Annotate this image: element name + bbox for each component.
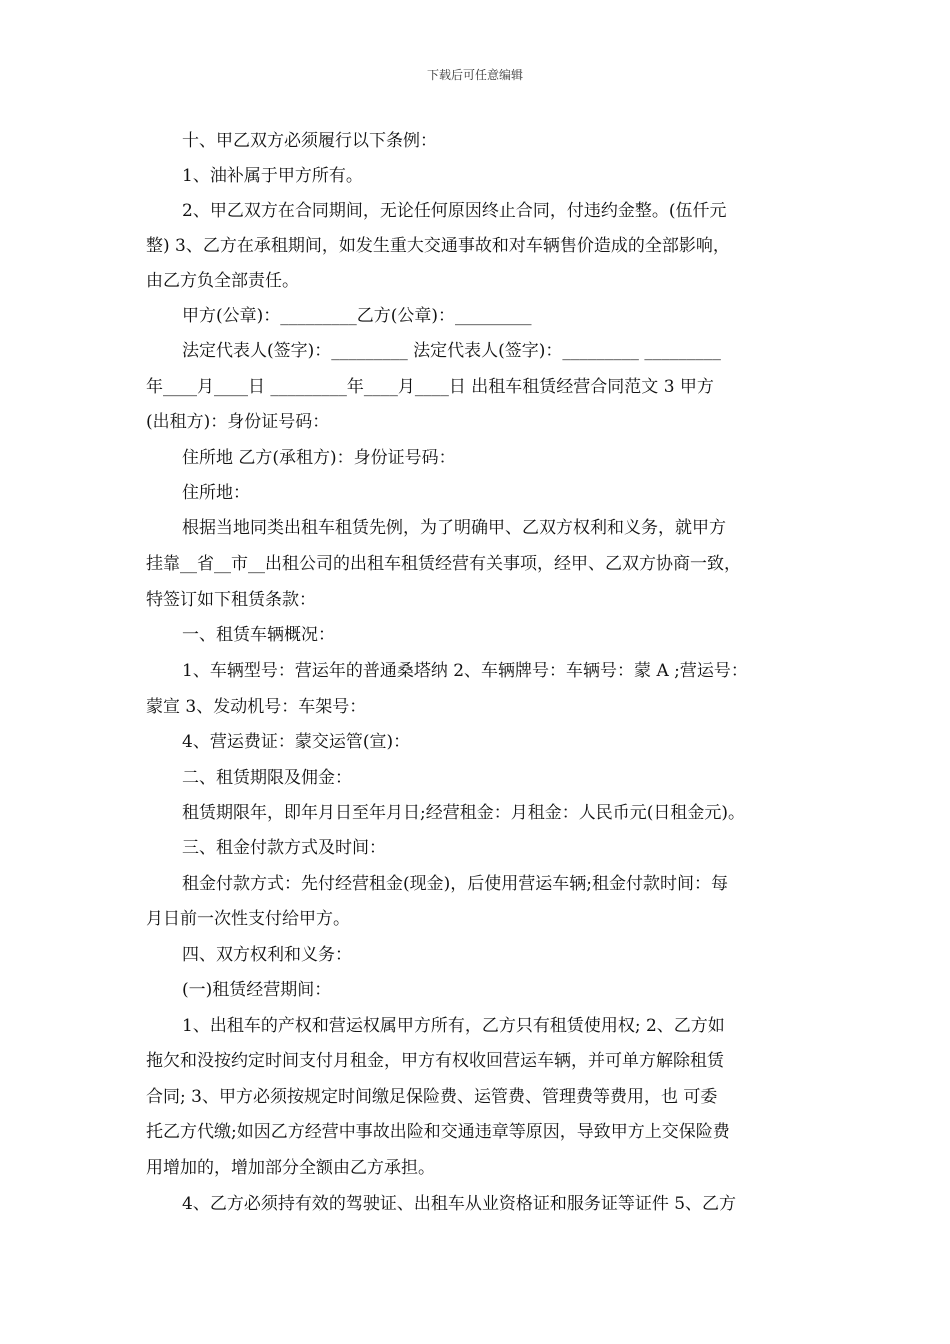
section-heading: 一、租赁车辆概况：	[182, 625, 335, 645]
text-line: 4、乙方必须持有效的驾驶证、出租车从业资格证和服务证等证件 5、乙方	[182, 1194, 737, 1214]
text-line: 住所地 乙方(承租方)：身份证号码：	[182, 448, 456, 468]
page-header-note: 下载后可任意编辑	[426, 68, 523, 82]
text-line: 住所地：	[182, 483, 250, 503]
text-line: 4、营运费证：蒙交运管(宣)：	[182, 732, 411, 752]
section-heading: 四、双方权利和义务：	[182, 945, 352, 965]
section-heading: 三、租金付款方式及时间：	[182, 838, 386, 858]
text-line: (出租方)：身份证号码：	[146, 412, 330, 432]
seal-line: 甲方(公章)：_________乙方(公章)：_________	[182, 306, 532, 326]
text-line: 用增加的，增加部分全额由乙方承担。	[146, 1158, 435, 1178]
text-line: 特签订如下租赁条款：	[146, 590, 316, 610]
text-line: 租赁期限年，即年月日至年月日;经营租金：月租金：人民币元(日租金元)。	[182, 803, 745, 823]
signature-line: 法定代表人(签字)：_________ 法定代表人(签字)：_________ _________	[182, 341, 721, 361]
text-line: 1、油补属于甲方所有。	[182, 166, 363, 186]
subsection-heading: (一)租赁经营期间：	[182, 980, 332, 1000]
text-line: 托乙方代缴;如因乙方经营中事故出险和交通违章等原因，导致甲方上交保险费	[146, 1122, 730, 1142]
text-line: 蒙宣 3、发动机号：车架号：	[146, 697, 367, 717]
text-line: 2、甲乙双方在合同期间，无论任何原因终止合同，付违约金整。(伍仟元	[182, 201, 727, 221]
text-line: 租金付款方式：先付经营租金(现金)，后使用营运车辆;租金付款时间：每	[182, 874, 728, 894]
section-heading: 二、租赁期限及佣金：	[182, 768, 352, 788]
clause-10-heading: 十、甲乙双方必须履行以下条例：	[182, 131, 437, 151]
text-line: 整) 3、乙方在承租期间，如发生重大交通事故和对车辆售价造成的全部影响，	[146, 236, 730, 256]
text-line: 由乙方负全部责任。	[146, 271, 299, 291]
text-line: 1、出租车的产权和营运权属甲方所有，乙方只有租赁使用权; 2、乙方如	[182, 1016, 725, 1036]
text-line: 1、车辆型号：营运年的普通桑塔纳 2、车辆牌号：车辆号：蒙 A ;营运号：	[182, 661, 748, 681]
text-line: 挂靠__省__市__出租公司的出租车租赁经营有关事项，经甲、乙双方协商一致，	[146, 554, 741, 574]
date-line: 年____月____日 _________年____月____日 出租车租赁经营合同范文 3 甲方	[146, 377, 714, 397]
text-line: 月日前一次性支付给甲方。	[146, 909, 350, 929]
text-line: 拖欠和没按约定时间支付月租金，甲方有权收回营运车辆，并可单方解除租赁	[146, 1051, 724, 1071]
text-line: 根据当地同类出租车租赁先例，为了明确甲、乙双方权利和义务，就甲方	[182, 518, 726, 538]
text-line: 合同; 3、甲方必须按规定时间缴足保险费、运管费、管理费等费用，也 可委	[146, 1087, 718, 1107]
